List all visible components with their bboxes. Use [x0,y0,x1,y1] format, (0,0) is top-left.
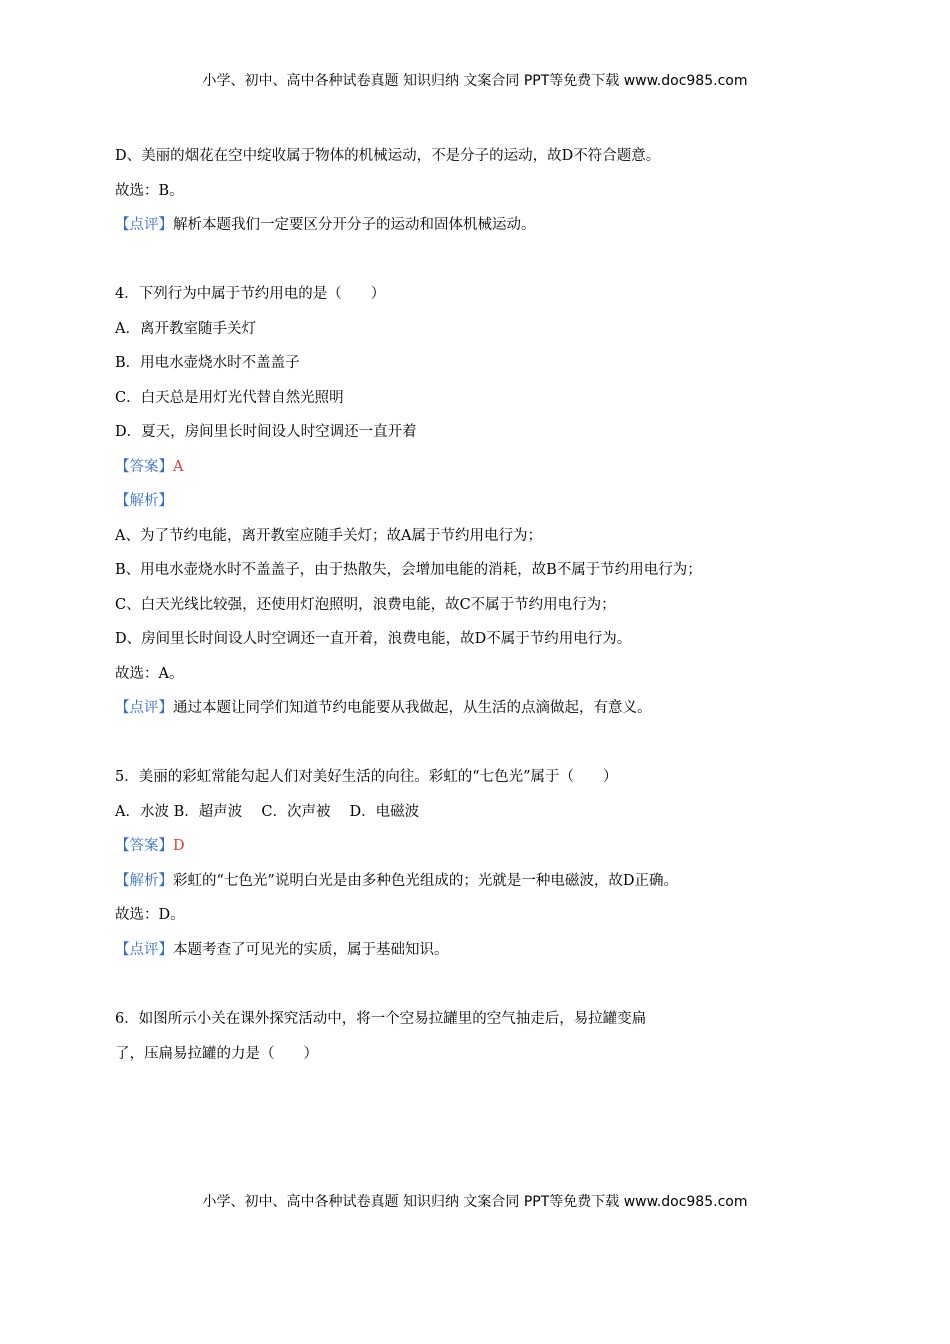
comment-tag: 【点评】 [115,700,173,716]
analysis-tag: 【解析】 [115,873,173,889]
q4-stem: 4．下列行为中属于节约用电的是（ ） [115,286,386,302]
q5-analysis [115,871,678,891]
q4-choice: 故选：A。 [115,666,184,682]
q4-option-d: D．夏天，房间里长时间设人时空调还一直开着 [115,424,417,440]
q4-answer [115,457,183,477]
answer-value: A [173,459,184,475]
q6-stem-line1: 6．如图所示小关在课外探究活动中，将一个空易拉罐里的空气抽走后，易拉罐变扁 [115,1011,647,1027]
q6-stem-line2: 了，压扁易拉罐的力是（ ） [115,1046,318,1062]
q4-analysis-tag [115,491,173,511]
page-footer: 小学、初中、高中各种试卷真题 知识归纳 文案合同 PPT等免费下载 www.doc985.com [202,1194,748,1210]
answer-tag: 【答案】 [115,459,173,475]
answer-value: D [173,838,185,854]
comment-text: 本题考查了可见光的实质，属于基础知识。 [173,942,449,958]
q4-option-a: A．离开教室随手关灯 [115,321,256,337]
q5-stem: 5．美丽的彩虹常能勾起人们对美好生活的向往。彩虹的“七色光”属于（ ） [115,769,618,785]
q4-analysis-c: C、白天光线比较强，还使用灯泡照明，浪费电能，故C不属于节约用电行为； [115,597,616,613]
q3-choice: 故选：B。 [115,183,184,199]
comment-text: 通过本题让同学们知道节约电能要从我做起，从生活的点滴做起，有意义。 [173,700,652,716]
q4-comment [115,698,652,718]
comment-tag: 【点评】 [115,217,173,233]
q5-answer [115,836,185,856]
q5-comment [115,940,449,960]
q4-option-c: C．白天总是用灯光代替自然光照明 [115,390,344,406]
comment-tag: 【点评】 [115,942,173,958]
comment-text: 解析本题我们一定要区分开分子的运动和固体机械运动。 [173,217,536,233]
analysis-text: 彩虹的“七色光”说明白光是由多种色光组成的；光就是一种电磁波，故D正确。 [173,873,678,889]
q5-choice: 故选：D。 [115,907,185,923]
q4-analysis-a: A、为了节约电能，离开教室应随手关灯；故A属于节约用电行为； [115,528,542,544]
q4-option-b: B．用电水壶烧水时不盖盖子 [115,355,300,371]
answer-tag: 【答案】 [115,838,173,854]
q3-comment [115,215,536,235]
q4-analysis-b: B、用电水壶烧水时不盖盖子，由于热散失，会增加电能的消耗，故B不属于节约用电行为； [115,562,702,578]
analysis-tag: 【解析】 [115,493,173,509]
q4-analysis-d: D、房间里长时间设人时空调还一直开着，浪费电能，故D不属于节约用电行为。 [115,631,632,647]
page-header: 小学、初中、高中各种试卷真题 知识归纳 文案合同 PPT等免费下载 www.doc985.com [202,73,748,89]
q3-option-d-explanation: D、美丽的烟花在空中绽收属于物体的机械运动，不是分子的运动，故D不符合题意。 [115,148,661,164]
q5-options: A．水波 B．超声波 C．次声被 D．电磁波 [115,804,420,820]
